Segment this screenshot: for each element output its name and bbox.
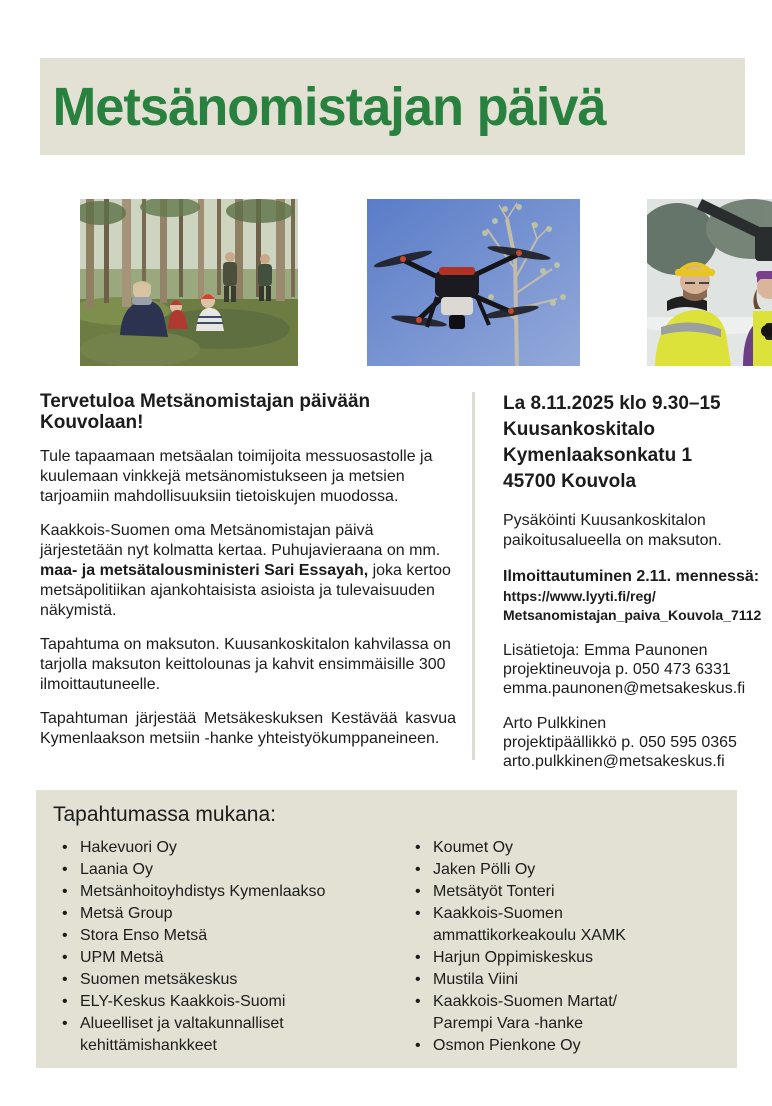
speaker-name-bold: maa- ja metsätalousministeri Sari Essayah, [40,562,369,579]
contact-arto-email: arto.pulkkinen@metsakeskus.fi [503,753,725,770]
participant-item: • Metsätyöt Tonteri [413,881,653,903]
registration-block [503,567,762,625]
contact-emma-email: emma.paunonen@metsakeskus.fi [503,680,746,697]
contact-emma [503,641,746,698]
drone-illustration [367,199,580,366]
participant-item: • Koumet Oy [413,837,653,859]
participants-list-right [413,837,653,1057]
photo-forest-family [80,199,298,366]
participant-item: • Alueelliset ja valtakunnalliset kehittämishankkeet [60,1013,360,1057]
forestry-workers-illustration [647,199,772,366]
participants-lists [36,837,737,1057]
participant-item: • Suomen metsäkeskus [60,969,360,991]
event-street-address: Kymenlaaksonkatu 1 [503,445,693,466]
contact-arto [503,714,741,771]
intro-paragraph-2-post: joka kertoo metsäpolitiikan ajankohtaisista asioista ja tulevaisuuden näkymistä. [40,562,451,619]
intro-paragraph-2 [40,521,456,621]
details-column [503,391,762,771]
participant-item: • Jaken Pölli Oy [413,859,653,881]
participant-item: • Mustila Viini [413,969,653,991]
contact-emma-name: Lisätietoja: Emma Paunonen [503,642,708,659]
registration-url-line-1[interactable]: https://www.lyyti.fi/reg/ [503,588,656,604]
photo-row [40,183,772,350]
intro-column [40,391,456,763]
participants-panel [36,790,737,1068]
registration-deadline: Ilmoittautuminen 2.11. mennessä: [503,568,760,585]
contact-emma-role-phone: projektineuvoja p. 050 473 6331 [503,661,731,678]
event-venue: Kuusankoskitalo [503,419,656,440]
event-datetime-location [503,391,741,495]
participant-item: • Stora Enso Metsä [60,925,360,947]
intro-paragraph-1: Tule tapaamaan metsäalan toimijoita messuosastolle ja kuulemaan vinkkejä metsänomistukseen ja metsien tarjoamiin mahdollisuuksiin tietoiskujen muodossa. [40,448,433,505]
participant-item: • Osmon Pienkone Oy [413,1035,653,1057]
participants-heading: Tapahtumassa mukana: [53,803,276,826]
intro-heading: Tervetuloa Metsänomistajan päivään Kouvolaan! [40,391,371,433]
photo-forestry-workers [647,199,772,366]
registration-link[interactable] [503,587,762,625]
intro-paragraph-2-pre: Kaakkois-Suomen oma Metsänomistajan päivä järjestetään nyt kolmatta kertaa. Puhujavieraana on mm. [40,522,441,559]
registration-url-line-2[interactable]: Metsanomistajan_paiva_Kouvola_7112 [503,607,762,623]
column-divider [472,392,475,760]
contact-arto-role-phone: projektipäällikkö p. 050 595 0365 [503,734,737,751]
participant-item: • Kaakkois-Suomen Martat/ Parempi Vara -hanke [413,991,653,1035]
participant-item: • ELY-Keskus Kaakkois-Suomi [60,991,360,1013]
event-postal-city: 45700 Kouvola [503,471,637,492]
contact-arto-name: Arto Pulkkinen [503,715,607,732]
participant-item: • Harjun Oppimiskeskus [413,947,653,969]
page-title: Metsänomistajan päivä [52,76,606,137]
title-banner [40,58,745,155]
event-date-time: La 8.11.2025 klo 9.30–15 [503,393,721,414]
intro-paragraph-3: Tapahtuma on maksuton. Kuusankoskitalon kahvilassa on tarjolla maksuton keittolounas ja kahvit ensimmäisille 300 ilmoittautuneelle. [40,636,451,693]
participant-item: • Metsänhoitoyhdistys Kymenlaakso [60,881,360,903]
participant-item: • UPM Metsä [60,947,360,969]
participant-item: • Kaakkois-Suomen ammattikorkeakoulu XAMK [413,903,653,947]
parking-note: Pysäköinti Kuusankoskitalon paikoitusalueella on maksuton. [503,512,722,549]
forest-family-illustration [80,199,298,366]
participants-list-left [60,837,360,1057]
participant-item: • Metsä Group [60,903,360,925]
participant-item: • Laania Oy [60,859,360,881]
intro-paragraph-4: Tapahtuman järjestää Metsäkeskuksen Kestävää kasvua Kymenlaakson metsiin -hanke yhteistyökumppaneineen. [40,710,456,747]
participant-item: • Hakevuori Oy [60,837,360,859]
photo-drone [367,199,580,366]
